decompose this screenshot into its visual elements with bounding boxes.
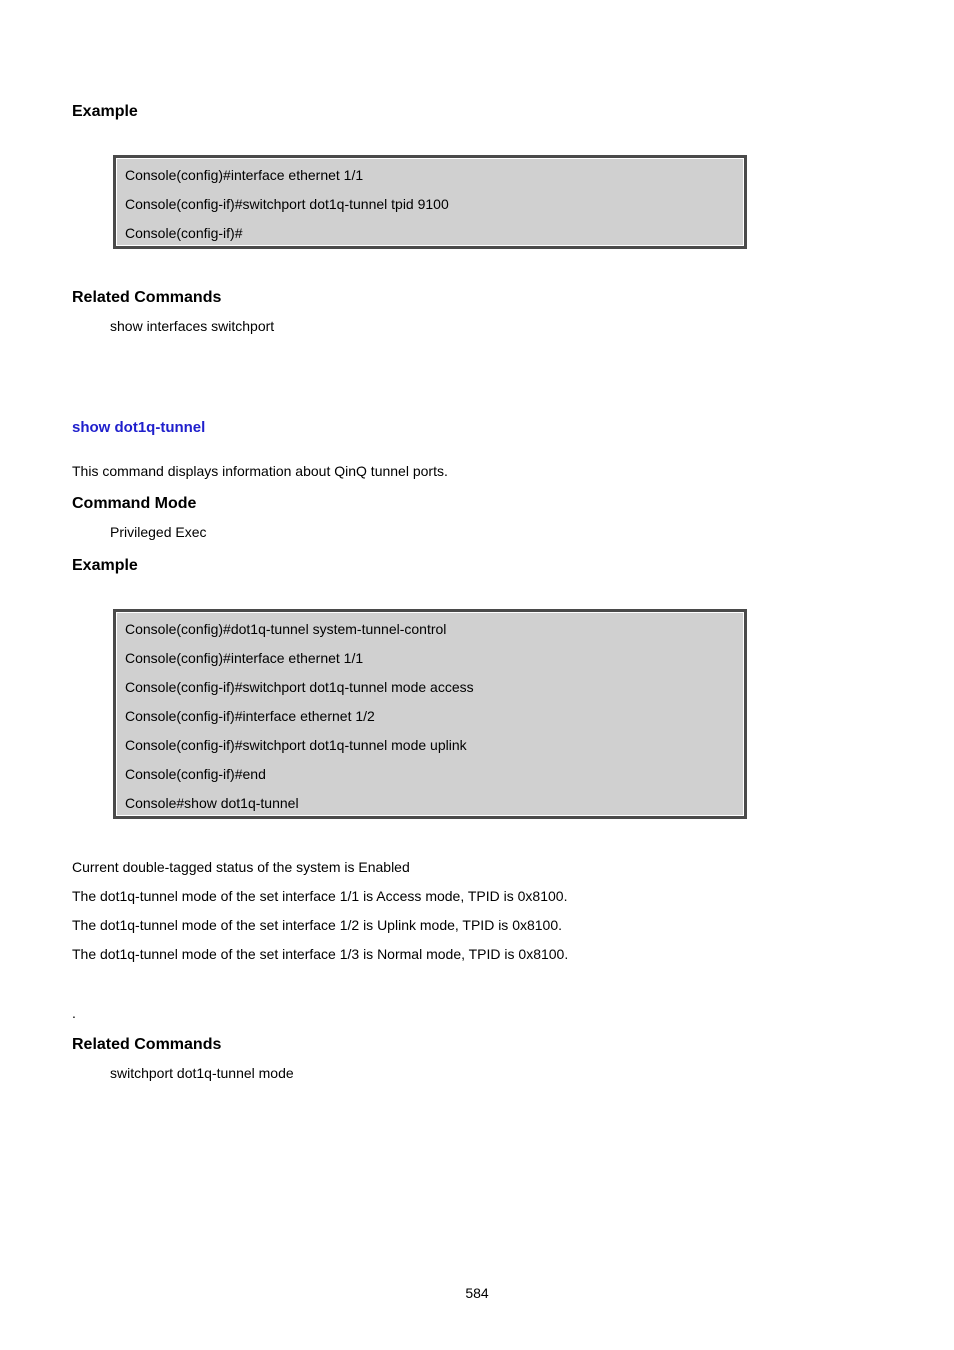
code-line: Console(config)#interface ethernet 1/1: [125, 650, 364, 666]
related-command-link: switchport dot1q-tunnel mode: [110, 1065, 294, 1081]
example-heading: Example: [72, 103, 138, 120]
output-line: Current double-tagged status of the system is Enabled: [72, 859, 410, 875]
code-example-box: [113, 155, 747, 249]
related-commands-heading: Related Commands: [72, 289, 222, 306]
command-mode-value: Privileged Exec: [110, 524, 207, 540]
output-line: The dot1q-tunnel mode of the set interface 1/3 is Normal mode, TPID is 0x8100.: [72, 946, 569, 962]
page-number: 584: [465, 1285, 489, 1301]
code-line: Console(config-if)#switchport dot1q-tunnel mode uplink: [125, 737, 467, 753]
code-line: Console(config-if)#interface ethernet 1/2: [125, 708, 375, 724]
output-line: The dot1q-tunnel mode of the set interface 1/2 is Uplink mode, TPID is 0x8100.: [72, 917, 563, 933]
code-line: Console(config-if)#: [125, 225, 243, 241]
code-line: Console(config-if)#end: [125, 766, 266, 782]
code-line: Console(config)#dot1q-tunnel system-tunnel-control: [125, 621, 447, 637]
code-line: Console(config-if)#switchport dot1q-tunnel mode access: [125, 679, 474, 695]
command-description: This command displays information about QinQ tunnel ports.: [72, 463, 448, 479]
command-title: show dot1q-tunnel: [72, 419, 206, 436]
command-mode-heading: Command Mode: [72, 495, 197, 512]
code-line: Console(config)#interface ethernet 1/1: [125, 167, 364, 183]
output-line: The dot1q-tunnel mode of the set interface 1/1 is Access mode, TPID is 0x8100.: [72, 888, 568, 904]
code-example-box: [113, 609, 747, 819]
example-heading: Example: [72, 557, 138, 574]
related-command-link: show interfaces switchport: [110, 318, 275, 334]
related-commands-heading: Related Commands: [72, 1036, 222, 1053]
code-line: Console#show dot1q-tunnel: [125, 795, 299, 811]
code-line: Console(config-if)#switchport dot1q-tunnel tpid 9100: [125, 196, 449, 212]
stray-period: .: [72, 1005, 76, 1021]
